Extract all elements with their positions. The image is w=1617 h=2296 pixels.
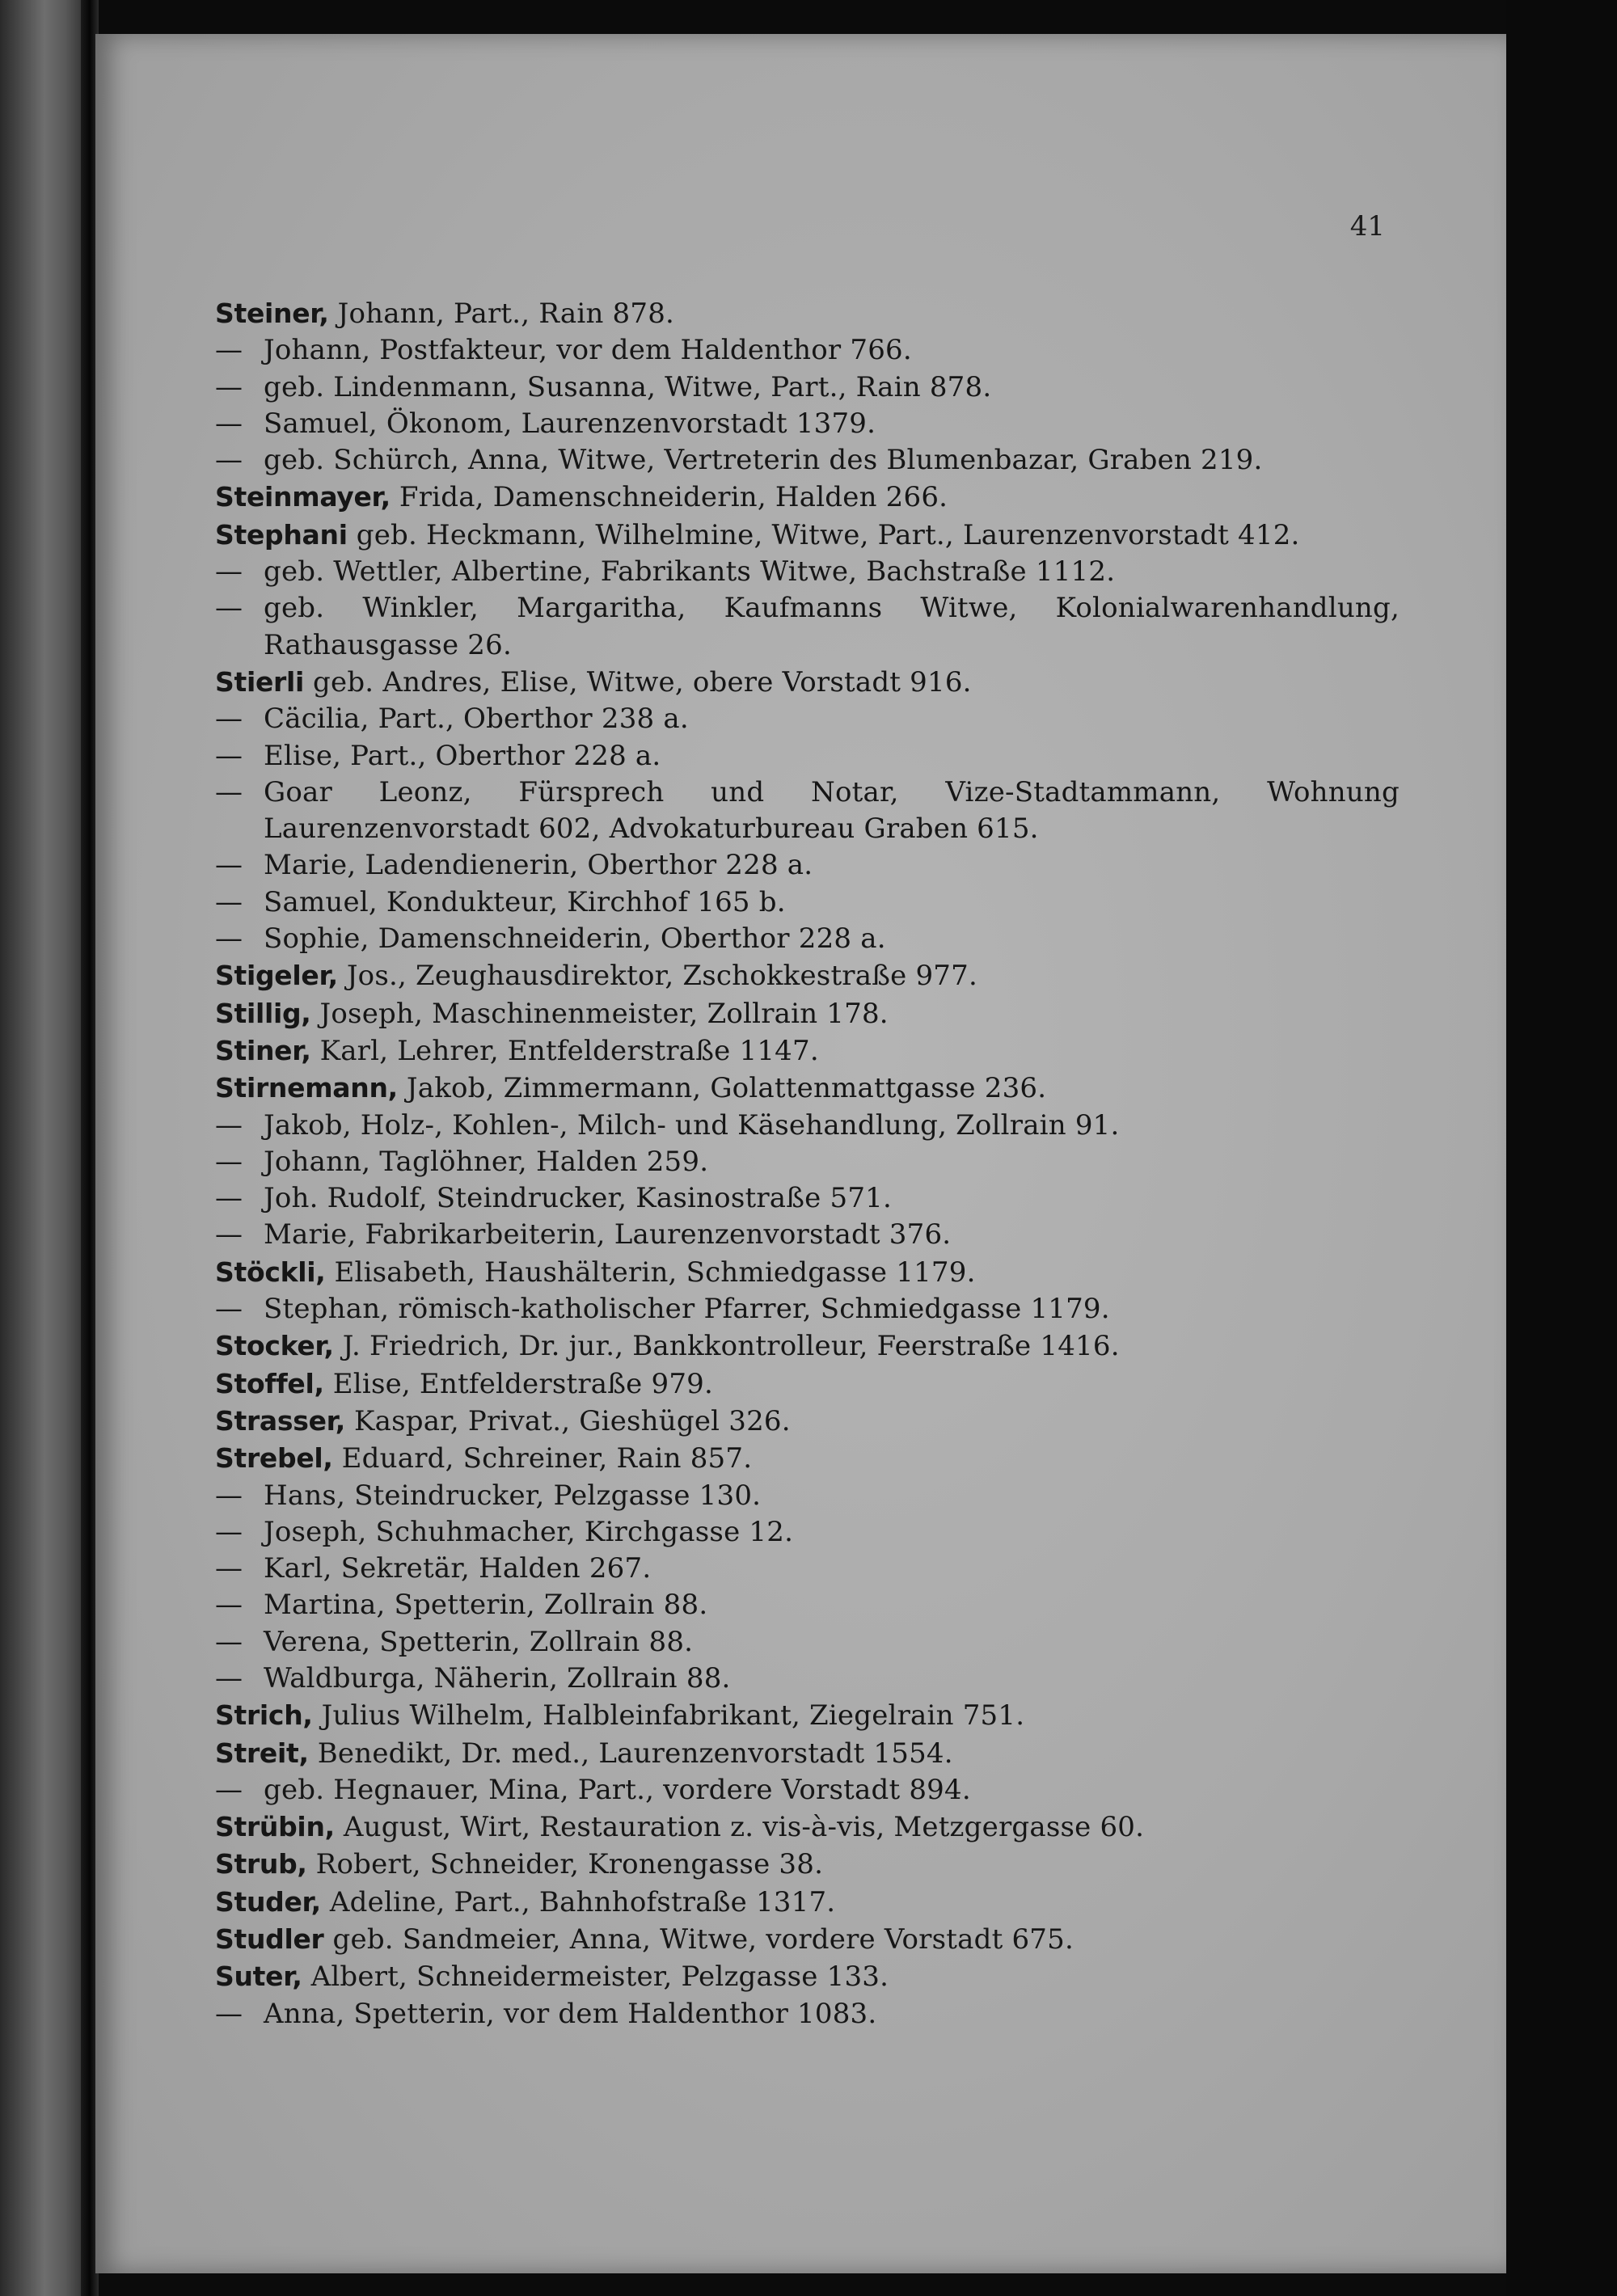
directory-subentry bbox=[215, 1144, 1400, 1180]
surname: Stiner, bbox=[215, 1034, 311, 1066]
address-directory-list bbox=[215, 295, 1400, 2032]
ditto-dash: — bbox=[215, 849, 243, 882]
directory-entry bbox=[215, 1254, 1400, 1291]
entry-details: Elise, Entfelderstraße 979. bbox=[323, 1367, 714, 1400]
directory-entry bbox=[215, 1327, 1400, 1365]
directory-subentry bbox=[215, 1291, 1400, 1327]
entry-details: Johann, Taglöhner, Halden 259. bbox=[264, 1145, 709, 1178]
ditto-dash: — bbox=[215, 885, 243, 918]
directory-entry bbox=[215, 1809, 1400, 1846]
entry-details: Joseph, Schuhmacher, Kirchgasse 12. bbox=[264, 1515, 794, 1548]
surname: Stöckli, bbox=[215, 1256, 326, 1288]
entry-details: geb. Sandmeier, Anna, Witwe, vordere Vorstadt 675. bbox=[323, 1923, 1074, 1956]
directory-subentry bbox=[215, 1587, 1400, 1623]
surname: Strasser, bbox=[215, 1404, 346, 1437]
entry-details: Waldburga, Näherin, Zollrain 88. bbox=[264, 1661, 731, 1695]
surname: Streit, bbox=[215, 1737, 309, 1769]
directory-entry bbox=[215, 1735, 1400, 1772]
entry-details: geb. Lindenmann, Susanna, Witwe, Part., Rain 878. bbox=[264, 370, 992, 403]
scan-background bbox=[1506, 0, 1617, 2296]
directory-subentry bbox=[215, 701, 1400, 737]
directory-subentry bbox=[215, 1624, 1400, 1661]
entry-details: geb. Schürch, Anna, Witwe, Vertreterin des Blumenbazar, Graben 219. bbox=[264, 444, 1263, 477]
ditto-dash: — bbox=[215, 1218, 243, 1251]
directory-entry bbox=[215, 1365, 1400, 1403]
directory-entry bbox=[215, 1440, 1400, 1477]
ditto-dash: — bbox=[215, 922, 243, 956]
ditto-dash: — bbox=[215, 1515, 243, 1548]
directory-entry bbox=[215, 295, 1400, 332]
surname: Stoffel, bbox=[215, 1367, 324, 1399]
entry-details: geb. Hegnauer, Mina, Part., vordere Vorstadt 894. bbox=[264, 1773, 971, 1806]
entry-details: geb. Heckmann, Wilhelmine, Witwe, Part., Laurenzenvorstadt 412. bbox=[347, 518, 1300, 551]
entry-details: Martina, Spetterin, Zollrain 88. bbox=[264, 1589, 708, 1622]
entry-details: Samuel, Ökonom, Laurenzenvorstadt 1379. bbox=[264, 407, 876, 440]
entry-details: Eduard, Schreiner, Rain 857. bbox=[332, 1442, 753, 1475]
directory-entry bbox=[215, 1846, 1400, 1883]
entry-details: Goar Leonz, Fürsprech und Notar, Vize-Stadtammann, Wohnung Laurenzenvorstadt 602, Advokaturbureau Graben 615. bbox=[264, 775, 1400, 846]
ditto-dash: — bbox=[215, 1552, 243, 1585]
entry-details: Joh. Rudolf, Steindrucker, Kasinostraße 571. bbox=[264, 1182, 893, 1215]
ditto-dash: — bbox=[215, 1661, 243, 1695]
ditto-dash: — bbox=[215, 1145, 243, 1178]
surname: Stirnemann, bbox=[215, 1072, 398, 1104]
directory-entry bbox=[215, 664, 1400, 701]
entry-details: Johann, Postfakteur, vor dem Haldenthor 766. bbox=[264, 334, 912, 367]
entry-details: geb. Winkler, Margaritha, Kaufmanns Witwe, Kolonialwarenhandlung, Rathausgasse 26. bbox=[264, 592, 1400, 661]
ditto-dash: — bbox=[215, 444, 243, 477]
directory-subentry bbox=[215, 1108, 1400, 1144]
directory-subentry bbox=[215, 1996, 1400, 2032]
entry-details: Joseph, Maschinenmeister, Zollrain 178. bbox=[310, 997, 889, 1030]
ditto-dash: — bbox=[215, 1773, 243, 1806]
surname: Studer, bbox=[215, 1885, 321, 1918]
surname: Stillig, bbox=[215, 997, 311, 1029]
ditto-dash: — bbox=[215, 1589, 243, 1622]
directory-page bbox=[95, 34, 1506, 2273]
entry-details: Adeline, Part., Bahnhofstraße 1317. bbox=[320, 1885, 836, 1918]
entry-details: Karl, Lehrer, Entfelderstraße 1147. bbox=[310, 1034, 819, 1067]
entry-details: Elisabeth, Haushälterin, Schmiedgasse 1179. bbox=[325, 1256, 976, 1289]
surname: Strich, bbox=[215, 1699, 313, 1732]
surname: Stierli bbox=[215, 665, 305, 698]
entry-details: Verena, Spetterin, Zollrain 88. bbox=[264, 1625, 694, 1658]
directory-subentry bbox=[215, 1514, 1400, 1551]
ditto-dash: — bbox=[215, 1182, 243, 1215]
ditto-dash: — bbox=[215, 1108, 243, 1142]
previous-page-edge bbox=[0, 0, 81, 2296]
surname: Suter, bbox=[215, 1960, 302, 1993]
ditto-dash: — bbox=[215, 739, 243, 772]
surname: Stephani bbox=[215, 518, 348, 551]
directory-entry bbox=[215, 1958, 1400, 1995]
directory-entry bbox=[215, 1884, 1400, 1921]
entry-details: Benedikt, Dr. med., Laurenzenvorstadt 1554. bbox=[308, 1737, 953, 1770]
directory-entry bbox=[215, 995, 1400, 1032]
entry-details: J. Friedrich, Dr. jur., Bankkontrolleur, Feerstraße 1416. bbox=[333, 1330, 1120, 1363]
directory-subentry bbox=[215, 1180, 1400, 1217]
directory-subentry bbox=[215, 369, 1400, 406]
surname: Studler bbox=[215, 1923, 324, 1956]
ditto-dash: — bbox=[215, 1479, 243, 1512]
ditto-dash: — bbox=[215, 555, 243, 589]
surname: Steiner, bbox=[215, 298, 329, 329]
directory-entry bbox=[215, 1403, 1400, 1440]
entry-details: Stephan, römisch-katholischer Pfarrer, Schmiedgasse 1179. bbox=[264, 1293, 1110, 1326]
entry-details: Kaspar, Privat., Gieshügel 326. bbox=[345, 1404, 791, 1437]
directory-subentry bbox=[215, 332, 1400, 369]
surname: Strebel, bbox=[215, 1442, 333, 1475]
directory-entry bbox=[215, 1032, 1400, 1070]
entry-details: geb. Wettler, Albertine, Fabrikants Witwe, Bachstraße 1112. bbox=[264, 555, 1116, 589]
surname: Strub, bbox=[215, 1848, 307, 1880]
entry-details: Sophie, Damenschneiderin, Oberthor 228 a. bbox=[264, 922, 886, 956]
directory-subentry bbox=[215, 1217, 1400, 1253]
entry-details: Hans, Steindrucker, Pelzgasse 130. bbox=[264, 1479, 762, 1512]
directory-subentry bbox=[215, 1661, 1400, 1697]
directory-subentry bbox=[215, 406, 1400, 442]
ditto-dash: — bbox=[215, 703, 243, 736]
entry-details: Jakob, Holz-, Kohlen-, Milch- und Käsehandlung, Zollrain 91. bbox=[264, 1108, 1120, 1142]
directory-subentry bbox=[215, 1772, 1400, 1809]
ditto-dash: — bbox=[215, 1997, 243, 2030]
directory-entry bbox=[215, 479, 1400, 516]
directory-subentry bbox=[215, 1551, 1400, 1587]
entry-details: Robert, Schneider, Kronengasse 38. bbox=[306, 1848, 824, 1881]
directory-entry bbox=[215, 957, 1400, 994]
directory-subentry bbox=[215, 738, 1400, 774]
entry-details: August, Wirt, Restauration z. vis-à-vis, Metzgergasse 60. bbox=[334, 1811, 1145, 1844]
directory-subentry bbox=[215, 884, 1400, 921]
entry-details: Anna, Spetterin, vor dem Haldenthor 1083. bbox=[264, 1997, 877, 2030]
directory-subentry bbox=[215, 590, 1400, 664]
ditto-dash: — bbox=[215, 1293, 243, 1326]
page-number: 41 bbox=[1349, 210, 1385, 243]
entry-details: Julius Wilhelm, Halbleinfabrikant, Ziegelrain 751. bbox=[312, 1699, 1025, 1733]
surname: Steinmayer, bbox=[215, 481, 391, 513]
directory-entry bbox=[215, 1070, 1400, 1107]
directory-subentry bbox=[215, 442, 1400, 479]
entry-details: Johann, Part., Rain 878. bbox=[328, 298, 675, 330]
entry-details: geb. Andres, Elise, Witwe, obere Vorstadt 916. bbox=[304, 665, 972, 699]
directory-subentry bbox=[215, 921, 1400, 957]
entry-details: Jos., Zeughausdirektor, Zschokkestraße 977. bbox=[337, 960, 977, 993]
surname: Strübin, bbox=[215, 1811, 335, 1843]
surname: Stigeler, bbox=[215, 960, 338, 992]
entry-details: Elise, Part., Oberthor 228 a. bbox=[264, 739, 661, 772]
entry-details: Cäcilia, Part., Oberthor 238 a. bbox=[264, 703, 689, 736]
directory-subentry bbox=[215, 554, 1400, 590]
entry-details: Jakob, Zimmermann, Golattenmattgasse 236. bbox=[397, 1072, 1047, 1105]
ditto-dash: — bbox=[215, 370, 243, 403]
entry-details: Frida, Damenschneiderin, Halden 266. bbox=[390, 481, 948, 514]
entry-details: Karl, Sekretär, Halden 267. bbox=[264, 1552, 652, 1585]
directory-subentry bbox=[215, 1478, 1400, 1514]
entry-details: Albert, Schneidermeister, Pelzgasse 133. bbox=[302, 1960, 889, 1994]
entry-details: Marie, Ladendienerin, Oberthor 228 a. bbox=[264, 849, 813, 882]
directory-subentry bbox=[215, 774, 1400, 848]
directory-entry bbox=[215, 1697, 1400, 1734]
ditto-dash: — bbox=[215, 592, 243, 625]
ditto-dash: — bbox=[215, 1625, 243, 1658]
directory-subentry bbox=[215, 847, 1400, 884]
entry-details: Marie, Fabrikarbeiterin, Laurenzenvorstadt 376. bbox=[264, 1218, 952, 1251]
ditto-dash: — bbox=[215, 334, 243, 367]
surname: Stocker, bbox=[215, 1330, 334, 1362]
ditto-dash: — bbox=[215, 407, 243, 440]
entry-details: Samuel, Kondukteur, Kirchhof 165 b. bbox=[264, 885, 786, 918]
directory-entry bbox=[215, 1921, 1400, 1958]
directory-entry bbox=[215, 517, 1400, 554]
ditto-dash: — bbox=[215, 775, 243, 808]
